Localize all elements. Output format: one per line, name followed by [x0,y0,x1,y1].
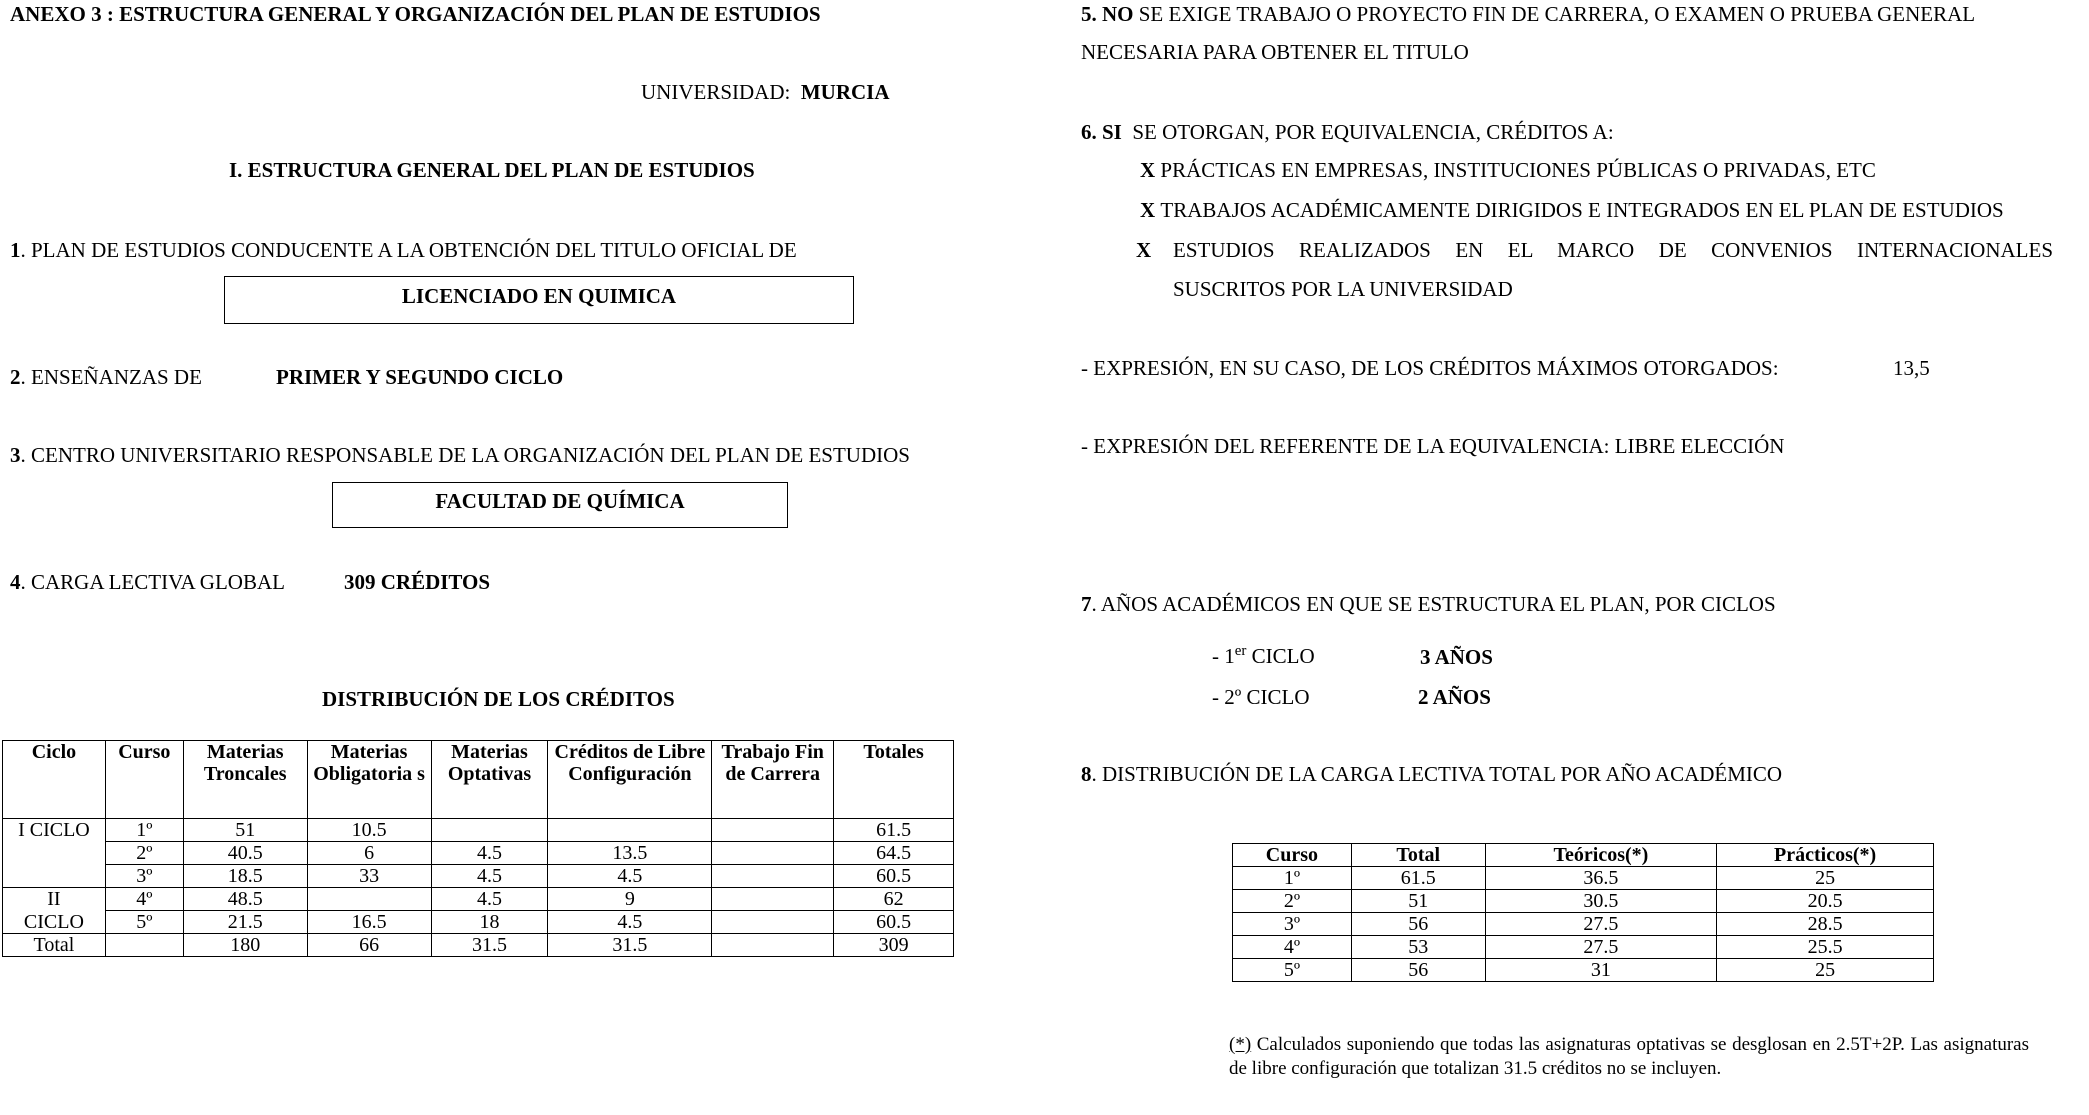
table-cell: 30.5 [1485,890,1717,913]
header-cell: Teóricos(*) [1485,844,1717,867]
item-8 [1081,762,1782,787]
table-cell: 18 [431,911,548,934]
table-cell [712,888,834,911]
item-6 [1081,120,1614,145]
table-cell: 61.5 [1351,867,1485,890]
cycle-2-label: - 2º CICLO [1212,685,1310,709]
table-row [1233,913,1934,936]
table-cell: 31 [1485,959,1717,982]
table-cell: 10.5 [307,819,431,842]
table-cell: 28.5 [1717,913,1934,936]
table-cell: 4.5 [431,842,548,865]
cycles-value: PRIMER Y SEGUNDO CICLO [276,365,564,389]
table-row [1233,959,1934,982]
distribution-title: DISTRIBUCIÓN DE LOS CRÉDITOS [322,687,675,711]
table-cell [431,819,548,842]
table-cell: 56 [1351,959,1485,982]
cycle-2-years: 2 AÑOS [1418,685,1491,709]
table-row [3,865,954,888]
equivalence-option-2 [1140,198,2004,223]
annex-header: ANEXO 3 : ESTRUCTURA GENERAL Y ORGANIZACIÓN DEL PLAN DE ESTUDIOS [10,2,821,26]
item-1-number: 1 [10,238,21,262]
table-cell: 60.5 [834,911,954,934]
credits-total: 309 CRÉDITOS [344,570,491,594]
item-2 [10,365,202,390]
item-5-text: SE EXIGE TRABAJO O PROYECTO FIN DE CARRERA, O EXAMEN O PRUEBA GENERAL [1133,2,1976,26]
table-cell [712,865,834,888]
table-cell: 309 [834,934,954,957]
table-cell [712,911,834,934]
table-cell: 40.5 [183,842,307,865]
table-cell: 4º [105,888,183,911]
item-8-number: 8 [1081,762,1092,786]
table-cell: 1º [105,819,183,842]
table-cell [105,934,183,957]
table-cell: 4.5 [548,865,712,888]
table-row [1233,936,1934,959]
table-row [3,842,954,865]
table-cell: 48.5 [183,888,307,911]
header-cell: Ciclo [3,741,106,819]
table-row [3,888,954,911]
table-cell: 60.5 [834,865,954,888]
item-3-number: 3 [10,443,21,467]
item-4 [10,570,285,595]
item-5-number: 5. NO [1081,2,1134,26]
header-cell: Total [1351,844,1485,867]
option-3-line2: SUSCRITOS POR LA UNIVERSIDAD [1173,277,1513,301]
university-line [641,80,889,105]
table-cell: 64.5 [834,842,954,865]
check-mark: X [1136,238,1152,262]
table-cell [548,819,712,842]
item-7-number: 7 [1081,592,1092,616]
cycle-cell: I CICLO [3,819,106,888]
item-7 [1081,592,1776,617]
table-cell: 4.5 [548,911,712,934]
table-cell: 3º [105,865,183,888]
header-cell: Totales [834,741,954,819]
item-5-line2: NECESARIA PARA OBTENER EL TITULO [1081,40,1469,64]
header-cell: Materias Obligatoria s [307,741,431,819]
table-cell: 5º [105,911,183,934]
item-8-text: . DISTRIBUCIÓN DE LA CARGA LECTIVA TOTAL POR AÑO ACADÉMICO [1091,762,1783,786]
item-6-text: SE OTORGAN, POR EQUIVALENCIA, CRÉDITOS A: [1132,120,1614,144]
footnote-marker: (*) [1229,1034,1252,1055]
table-cell: 4.5 [431,888,548,911]
item-1-text: . PLAN DE ESTUDIOS CONDUCENTE A LA OBTENCIÓN DEL TITULO OFICIAL DE [20,238,797,262]
table-total-row [3,934,954,957]
item-2-number: 2 [10,365,21,389]
item-3 [10,443,910,468]
header-cell: Materias Troncales [183,741,307,819]
header-cell: Curso [105,741,183,819]
option-1-text: PRÁCTICAS EN EMPRESAS, INSTITUCIONES PÚBLICAS O PRIVADAS, ETC [1160,158,1876,182]
table-cell: 27.5 [1485,913,1717,936]
table-cell: 20.5 [1717,890,1934,913]
degree-box: LICENCIADO EN QUIMICA [224,276,854,324]
equivalence-option-1 [1140,158,1876,183]
university-label: UNIVERSIDAD: [641,80,791,104]
item-7-text: . AÑOS ACADÉMICOS EN QUE SE ESTRUCTURA EL PLAN, POR CICLOS [1091,592,1776,616]
header-cell: Trabajo Fin de Carrera [712,741,834,819]
table-cell: 51 [1351,890,1485,913]
cycle-1-years: 3 AÑOS [1420,645,1493,669]
university-name: MURCIA [800,80,890,104]
table-cell [712,842,834,865]
table-cell: 2º [105,842,183,865]
item-3-text: . CENTRO UNIVERSITARIO RESPONSABLE DE LA ORGANIZACIÓN DEL PLAN DE ESTUDIOS [20,443,910,467]
table-cell: 27.5 [1485,936,1717,959]
max-credits-value: 13,5 [1893,356,1930,380]
table-cell: 31.5 [548,934,712,957]
faculty-box: FACULTAD DE QUÍMICA [332,482,788,528]
table-cell: 33 [307,865,431,888]
cycle-cell: CICLO [3,911,106,934]
table-cell: 36.5 [1485,867,1717,890]
cycle-1-label [1212,642,1315,669]
header-cell: Curso [1233,844,1352,867]
annual-load-table [1232,843,1934,982]
option-2-text: TRABAJOS ACADÉMICAMENTE DIRIGIDOS E INTEGRADOS EN EL PLAN DE ESTUDIOS [1160,198,2004,222]
table-header-row [3,741,954,819]
check-mark: X [1140,158,1156,182]
table-cell: 31.5 [431,934,548,957]
footnote-text: Calculados suponiendo que todas las asignaturas optativas se desglosan en 2.5T+2P. Las asignaturas de libre configuración que totalizan 31.5 créditos no se incluyen. [1229,1034,2029,1079]
table-cell: 56 [1351,913,1485,936]
table-cell: 61.5 [834,819,954,842]
table-cell: 4.5 [431,865,548,888]
equivalence-option-3 [1136,238,1151,263]
table-cell [712,819,834,842]
table-row [1233,867,1934,890]
table-cell: 9 [548,888,712,911]
table-cell [307,888,431,911]
item-5-line1 [1081,2,1975,27]
cycle-1-name: CICLO [1246,644,1315,668]
table-cell: 180 [183,934,307,957]
cycle-1-prefix: - 1 [1212,644,1235,668]
table-cell: 53 [1351,936,1485,959]
table-cell: Total [3,934,106,957]
table-row [3,819,954,842]
table-cell: 2º [1233,890,1352,913]
check-mark: X [1140,198,1156,222]
table-cell: 1º [1233,867,1352,890]
table-cell: 4º [1233,936,1352,959]
cycle-cell: II [3,888,106,911]
header-cell: Materias Optativas [431,741,548,819]
table-cell: 25 [1717,959,1934,982]
table-header-row [1233,844,1934,867]
table-cell: 51 [183,819,307,842]
header-cell: Prácticos(*) [1717,844,1934,867]
table-cell: 13.5 [548,842,712,865]
table-cell: 25.5 [1717,936,1934,959]
item-2-text: . ENSEÑANZAS DE [20,365,202,389]
section-title: I. ESTRUCTURA GENERAL DEL PLAN DE ESTUDIOS [229,158,755,182]
item-6-number: 6. SI [1081,120,1122,144]
footnote [1229,1033,2029,1081]
table-cell: 62 [834,888,954,911]
table-cell: 25 [1717,867,1934,890]
table-cell: 18.5 [183,865,307,888]
table-cell [712,934,834,957]
table-cell: 16.5 [307,911,431,934]
item-4-text: . CARGA LECTIVA GLOBAL [20,570,285,594]
table-cell: 3º [1233,913,1352,936]
table-cell: 6 [307,842,431,865]
item-1 [10,238,797,263]
table-cell: 66 [307,934,431,957]
equivalence-referent: - EXPRESIÓN DEL REFERENTE DE LA EQUIVALENCIA: LIBRE ELECCIÓN [1081,434,1785,458]
item-4-number: 4 [10,570,21,594]
credits-table [2,740,954,957]
cycle-1-superscript: er [1234,643,1247,659]
table-cell: 5º [1233,959,1352,982]
table-row [1233,890,1934,913]
header-cell: Créditos de Libre Configuración [548,741,712,819]
max-credits-label: - EXPRESIÓN, EN SU CASO, DE LOS CRÉDITOS MÁXIMOS OTORGADOS: [1081,356,1779,380]
table-cell: 21.5 [183,911,307,934]
option-3-line1: ESTUDIOS REALIZADOS EN EL MARCO DE CONVENIOS INTERNACIONALES [1173,238,2053,262]
table-row [3,911,954,934]
